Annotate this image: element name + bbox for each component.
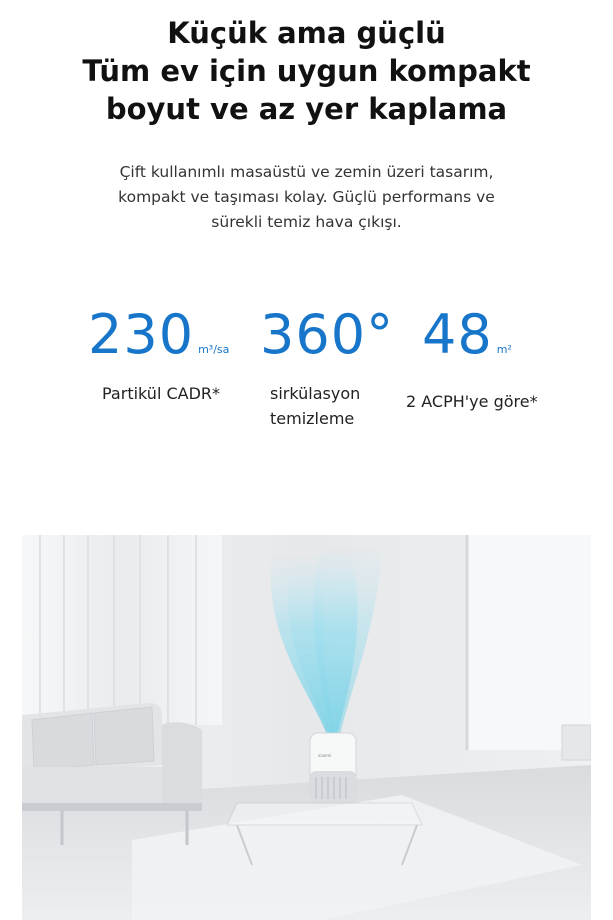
living-room-illustration (22, 535, 591, 920)
stat-circulation (260, 300, 394, 370)
stat-circulation-value: 360° (260, 303, 395, 366)
description-line-2: kompakt ve taşıması kolay. Güçlü performans ve (118, 188, 495, 206)
description-line-1: Çift kullanımlı masaüstü ve zemin üzeri tasarım, (119, 163, 494, 181)
device-brand-label: xiaomi (318, 753, 332, 758)
headline-line-3: boyut ve az yer kaplama (105, 92, 508, 126)
side-bench (562, 725, 591, 760)
stat-cadr (88, 300, 229, 370)
headline-line-2: Tüm ev için uygun kompakt (82, 54, 531, 88)
stat-area-label (406, 389, 538, 414)
description (0, 160, 613, 235)
description-line-3: sürekli temiz hava çıkışı. (211, 213, 402, 231)
headline (0, 14, 613, 128)
stat-circulation-label-line-1: sirkülasyon (270, 384, 361, 403)
stat-circulation-label-line-2: temizleme (270, 409, 355, 428)
stat-cadr-label (102, 381, 220, 406)
window-right (467, 535, 591, 750)
stat-circulation-label (270, 381, 360, 431)
stat-cadr-value: 230 (88, 303, 195, 366)
stat-area (422, 300, 512, 370)
living-room-photo (22, 535, 591, 920)
stat-area-label-text: 2 ACPH'ye göre* (406, 392, 538, 411)
curtain-left (22, 535, 222, 725)
air-purifier-device (310, 733, 356, 803)
stat-cadr-unit: m³/sa (198, 343, 230, 356)
headline-line-1: Küçük ama güçlü (167, 16, 446, 50)
stat-area-value: 48 (422, 303, 493, 366)
stat-area-unit: m² (496, 343, 512, 356)
stat-cadr-label-text: Partikül CADR* (102, 384, 221, 403)
